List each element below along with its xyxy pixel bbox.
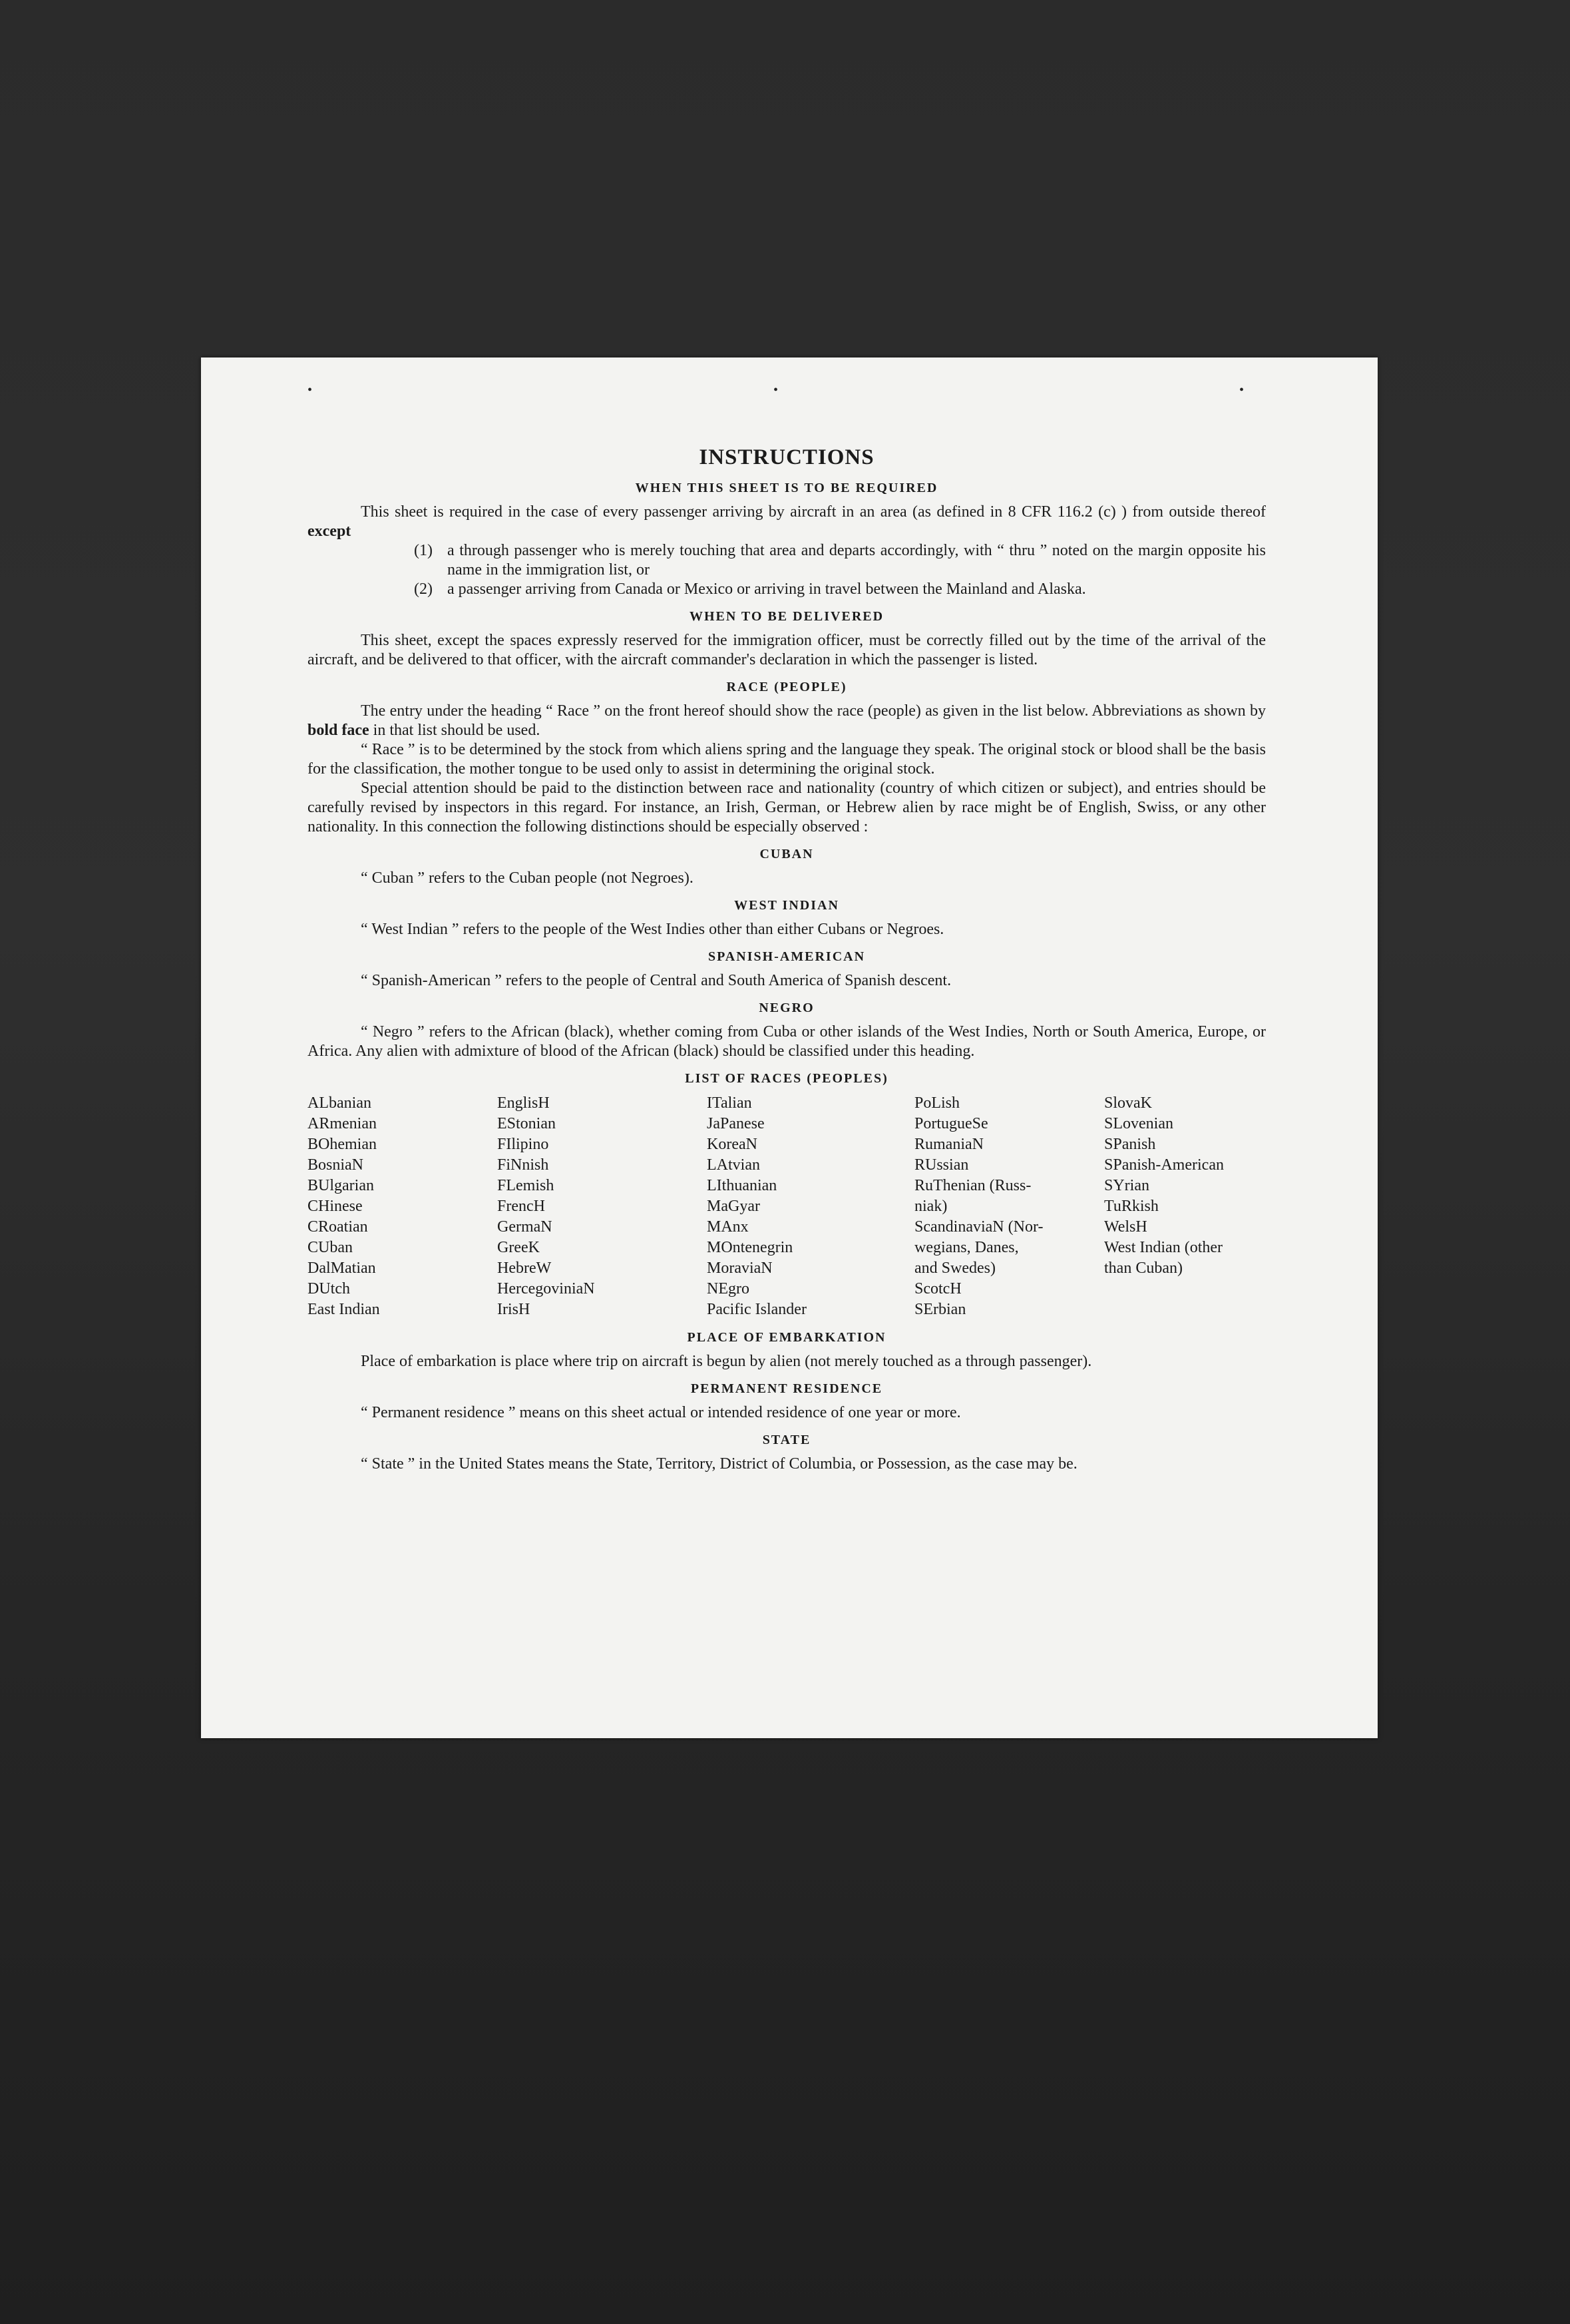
races-column xyxy=(497,1093,707,1320)
race-entry: KoreaN xyxy=(707,1136,757,1153)
instruction-sheet xyxy=(201,357,1378,1738)
race-entry: EStonian xyxy=(497,1115,556,1132)
race-entry: BOhemian xyxy=(307,1136,377,1153)
section-heading-residence: PERMANENT RESIDENCE xyxy=(690,1381,883,1396)
punch-mark: • xyxy=(773,383,779,397)
race-paragraph-3: Special attention should be paid to the distinction between race and nationality (country of which citizen or subject), and entries should be carefully revised by inspectors in this regard. For instance, an Irish, German, or Hebrew alien by race might be of English, Swiss, or any other nationality. In this connection the following distinctions should be especially observed : xyxy=(307,780,1266,835)
section-heading-delivered: WHEN TO BE DELIVERED xyxy=(689,609,884,624)
section-heading-embarkation: PLACE OF EMBARKATION xyxy=(687,1330,886,1345)
races-column xyxy=(1104,1093,1266,1320)
required-intro: This sheet is required in the case of every passenger arriving by aircraft in an area (as defined in 8 CFR 116.2 (c) ) from outside thereof except xyxy=(307,503,1266,540)
race-entry: CHinese xyxy=(307,1198,363,1215)
race-entry: BosniaN xyxy=(307,1156,363,1174)
section-heading-state: STATE xyxy=(762,1433,811,1447)
embarkation-text: Place of embarkation is place where trip on aircraft is begun by alien (not merely touched as a through passenger). xyxy=(361,1353,1092,1370)
race-entry: SlovaK xyxy=(1104,1094,1152,1112)
race-entry: East Indian xyxy=(307,1301,380,1318)
race-entry: PoLish xyxy=(914,1094,960,1112)
race-entry: ALbanian xyxy=(307,1094,371,1112)
cuban-text: “ Cuban ” refers to the Cuban people (not Negroes). xyxy=(361,869,693,887)
race-entry: West Indian (other than Cuban) xyxy=(1104,1239,1223,1277)
races-column xyxy=(307,1093,497,1320)
race-entry: GermaN xyxy=(497,1218,552,1236)
race-entry: NEgro xyxy=(707,1280,749,1297)
residence-text: “ Permanent residence ” means on this sheet actual or intended residence of one year or more. xyxy=(361,1404,961,1421)
race-entry: DalMatian xyxy=(307,1260,376,1277)
race-entry: ITalian xyxy=(707,1094,752,1112)
section-heading-spanish-american: SPANISH-AMERICAN xyxy=(707,949,866,964)
page-title: INSTRUCTIONS xyxy=(699,445,875,469)
spanish-american-text: “ Spanish-American ” refers to the people of Central and South America of Spanish descent. xyxy=(361,972,952,989)
race-entry: SLovenian xyxy=(1104,1115,1173,1132)
race-entry: SErbian xyxy=(914,1301,966,1318)
race-paragraph-2: “ Race ” is to be determined by the stock from which aliens spring and the language they speak. The original stock or blood shall be the basis for the classification, the mother tongue to be used only to assist in determining the original stock. xyxy=(307,741,1266,778)
race-entry: SPanish xyxy=(1104,1136,1156,1153)
race-entry: FrencH xyxy=(497,1198,545,1215)
race-entry: MoraviaN xyxy=(707,1260,773,1277)
race-entry: Pacific Islander xyxy=(707,1301,807,1318)
race-entry: ARmenian xyxy=(307,1115,377,1132)
section-heading-cuban: CUBAN xyxy=(759,847,814,861)
race-entry: FLemish xyxy=(497,1177,554,1194)
race-entry: EnglisH xyxy=(497,1094,550,1112)
race-entry: FIlipino xyxy=(497,1136,549,1153)
punch-mark: • xyxy=(1239,383,1245,397)
race-entry: BUlgarian xyxy=(307,1177,374,1194)
race-entry: SPanish-American xyxy=(1104,1156,1224,1174)
race-entry: TuRkish xyxy=(1104,1198,1159,1215)
race-entry: LAtvian xyxy=(707,1156,760,1174)
race-entry: HebreW xyxy=(497,1260,552,1277)
race-entry: MAnx xyxy=(707,1218,749,1236)
race-entry: HercegoviniaN xyxy=(497,1280,595,1297)
race-entry: RumaniaN xyxy=(914,1136,984,1153)
race-entry: SYrian xyxy=(1104,1177,1149,1194)
race-entry: RuThenian (Russ- niak) xyxy=(914,1177,1032,1215)
race-entry: WelsH xyxy=(1104,1218,1147,1236)
race-entry: FiNnish xyxy=(497,1156,549,1174)
state-text: “ State ” in the United States means the State, Territory, District of Columbia, or Possession, as the case may be. xyxy=(361,1455,1078,1473)
negro-text: “ Negro ” refers to the African (black), whether coming from Cuba or other islands of the West Indies, North or South America, Europe, or Africa. Any alien with admixture of blood of the African (black) should be classified under this heading. xyxy=(307,1023,1266,1060)
race-entry: MOntenegrin xyxy=(707,1239,793,1256)
race-entry: LIthuanian xyxy=(707,1177,777,1194)
punch-mark: • xyxy=(307,383,313,397)
race-entry: GreeK xyxy=(497,1239,540,1256)
delivered-text: This sheet, except the spaces expressly reserved for the immigration officer, must be correctly filled out by the time of the arrival of the aircraft, and be delivered to that officer, with the aircraft commander's declaration in which the passenger is listed. xyxy=(307,632,1266,668)
section-heading-west-indian: WEST INDIAN xyxy=(734,898,839,913)
race-entry: PortugueSe xyxy=(914,1115,988,1132)
races-column xyxy=(914,1093,1104,1320)
race-paragraph-1: The entry under the heading “ Race ” on the front hereof should show the race (people) as given in the list below. Abbreviations as shown by bold face in that list should be used. xyxy=(307,702,1266,739)
race-entry: MaGyar xyxy=(707,1198,760,1215)
races-column xyxy=(707,1093,914,1320)
race-entry: IrisH xyxy=(497,1301,530,1318)
west-indian-text: “ West Indian ” refers to the people of the West Indies other than either Cubans or Negroes. xyxy=(361,921,944,938)
race-entry: JaPanese xyxy=(707,1115,765,1132)
section-heading-race: RACE (PEOPLE) xyxy=(726,680,847,694)
race-entry: RUssian xyxy=(914,1156,969,1174)
races-list xyxy=(307,1093,1266,1320)
section-heading-required: WHEN THIS SHEET IS TO BE REQUIRED xyxy=(635,481,938,495)
race-entry: ScotcH xyxy=(914,1280,962,1297)
section-heading-races-list: LIST OF RACES (PEOPLES) xyxy=(685,1071,888,1086)
race-entry: CRoatian xyxy=(307,1218,368,1236)
document-body xyxy=(307,444,1266,1474)
race-entry: DUtch xyxy=(307,1280,350,1297)
exception-item: (1) a through passenger who is merely touching that area and departs accordingly, with “ thru ” noted on the margin opposite his name in the immigration list, or xyxy=(414,542,1266,579)
race-entry: CUban xyxy=(307,1239,353,1256)
section-heading-negro: NEGRO xyxy=(759,1001,815,1015)
exception-item: (2) a passenger arriving from Canada or Mexico or arriving in travel between the Mainland and Alaska. xyxy=(414,581,1086,598)
race-entry: ScandinaviaN (Nor- wegians, Danes, and Swedes) xyxy=(914,1218,1044,1277)
